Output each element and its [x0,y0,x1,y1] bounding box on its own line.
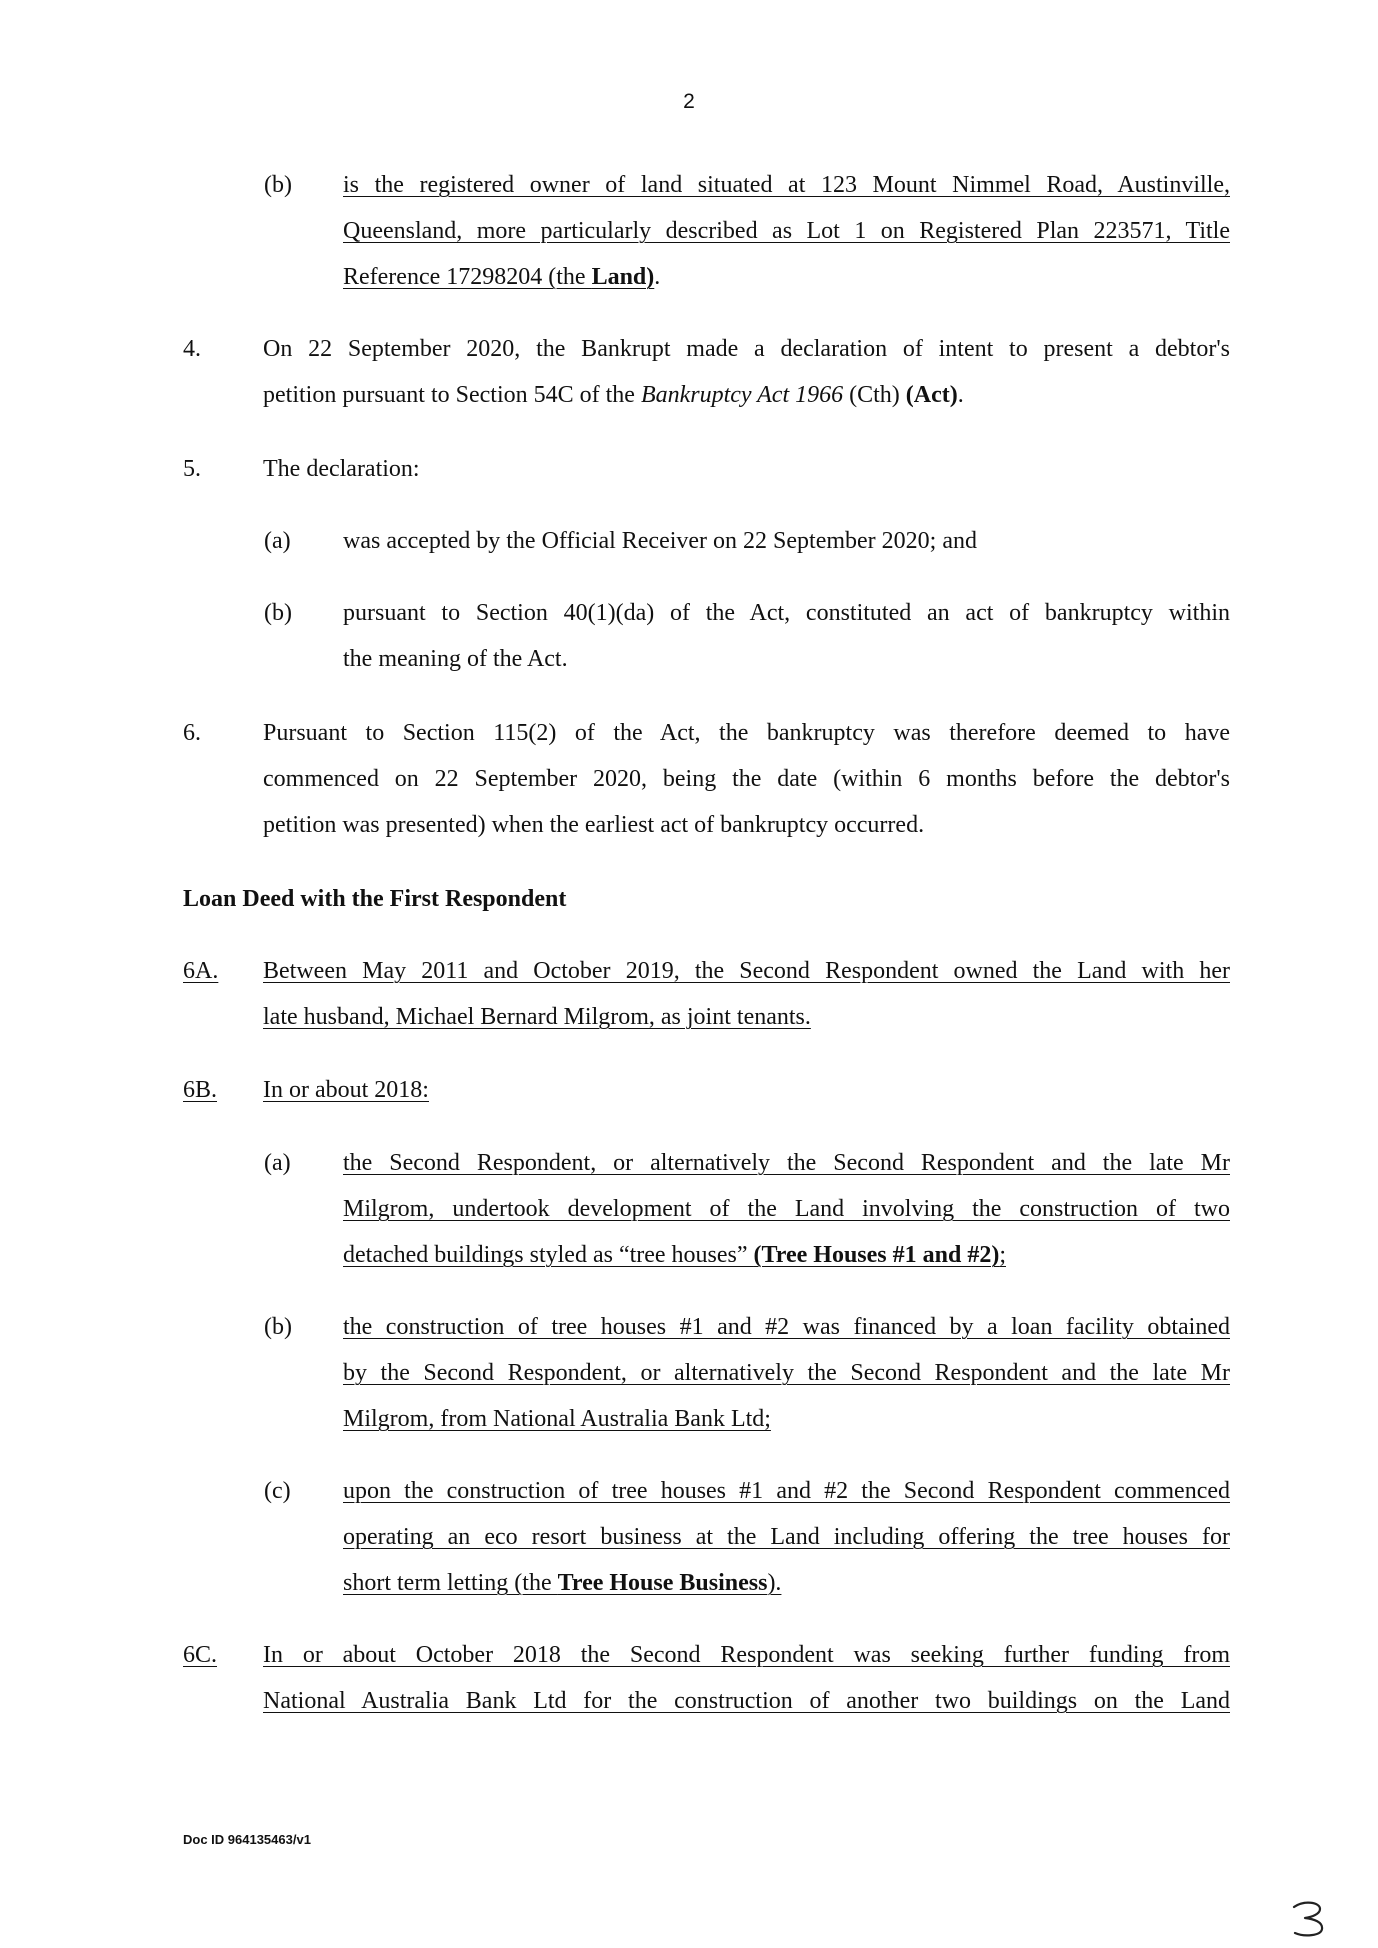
para-6C-line-2: National Australia Bank Ltd for the construction of another two buildings on the Land [263,1688,1230,1714]
para-6Bb-line-1: the construction of tree houses #1 and #2 was financed by a loan facility obtained [343,1314,1230,1340]
para-4-number: 4. [183,336,201,362]
para-6Ba-label: (a) [264,1150,291,1176]
para-6A-line-2: late husband, Michael Bernard Milgrom, as joint tenants. [263,1004,811,1030]
para-3b-line-1: is the registered owner of land situated at 123 Mount Nimmel Road, Austinville, [343,172,1230,198]
para-6-line-3: petition was presented) when the earliest act of bankruptcy occurred. [263,812,925,838]
para-6B-number: 6B. [183,1077,218,1103]
page-number: 2 [683,90,695,113]
handwritten-page-number [1290,1900,1330,1938]
para-6Bb-line-3: Milgrom, from National Australia Bank Ltd; [343,1406,771,1432]
para-6Ba-line-2: Milgrom, undertook development of the Land involving the construction of two [343,1196,1230,1222]
para-5b-label: (b) [264,600,292,626]
para-5b-line-1: pursuant to Section 40(1)(da) of the Act, constituted an act of bankruptcy within [343,600,1230,626]
para-6-number: 6. [183,720,201,746]
para-6Ba-line-3: detached buildings styled as “tree houses” (Tree Houses #1 and #2); [343,1242,1006,1268]
para-5-text: The declaration: [263,456,420,482]
para-6Bc-line-3: short term letting (the Tree House Business). [343,1570,782,1596]
para-6Bc-line-2: operating an eco resort business at the Land including offering the tree houses for [343,1524,1230,1550]
para-6C-line-1: In or about October 2018 the Second Respondent was seeking further funding from [263,1642,1230,1668]
para-5a-text: was accepted by the Official Receiver on 22 September 2020; and [343,528,977,554]
para-6B-text: In or about 2018: [263,1077,429,1103]
para-4-line-1: On 22 September 2020, the Bankrupt made a declaration of intent to present a debtor's [263,336,1230,362]
para-5b-line-2: the meaning of the Act. [343,646,568,672]
para-6-line-1: Pursuant to Section 115(2) of the Act, the bankruptcy was therefore deemed to have [263,720,1230,746]
para-3b-line-2: Queensland, more particularly described as Lot 1 on Registered Plan 223571, Title [343,218,1230,244]
para-5-number: 5. [183,456,201,482]
para-6Bc-line-1: upon the construction of tree houses #1 and #2 the Second Respondent commenced [343,1478,1230,1504]
section-heading: Loan Deed with the First Respondent [183,886,567,912]
doc-id: Doc ID 964135463/v1 [183,1832,311,1847]
para-6Bb-label: (b) [264,1314,292,1340]
para-5a-label: (a) [264,528,291,554]
para-3b-label: (b) [264,172,292,198]
para-6A-line-1: Between May 2011 and October 2019, the Second Respondent owned the Land with her [263,958,1230,984]
para-4-line-2: petition pursuant to Section 54C of the Bankruptcy Act 1966 (Cth) (Act). [263,382,964,408]
para-6Bb-line-2: by the Second Respondent, or alternatively the Second Respondent and the late Mr [343,1360,1230,1386]
para-6Bc-label: (c) [264,1478,291,1504]
para-6A-number: 6A. [183,958,219,984]
para-6C-number: 6C. [183,1642,218,1668]
para-6-line-2: commenced on 22 September 2020, being the date (within 6 months before the debtor's [263,766,1230,792]
para-6Ba-line-1: the Second Respondent, or alternatively the Second Respondent and the late Mr [343,1150,1230,1176]
para-3b-line-3: Reference 17298204 (the Land). [343,264,661,290]
